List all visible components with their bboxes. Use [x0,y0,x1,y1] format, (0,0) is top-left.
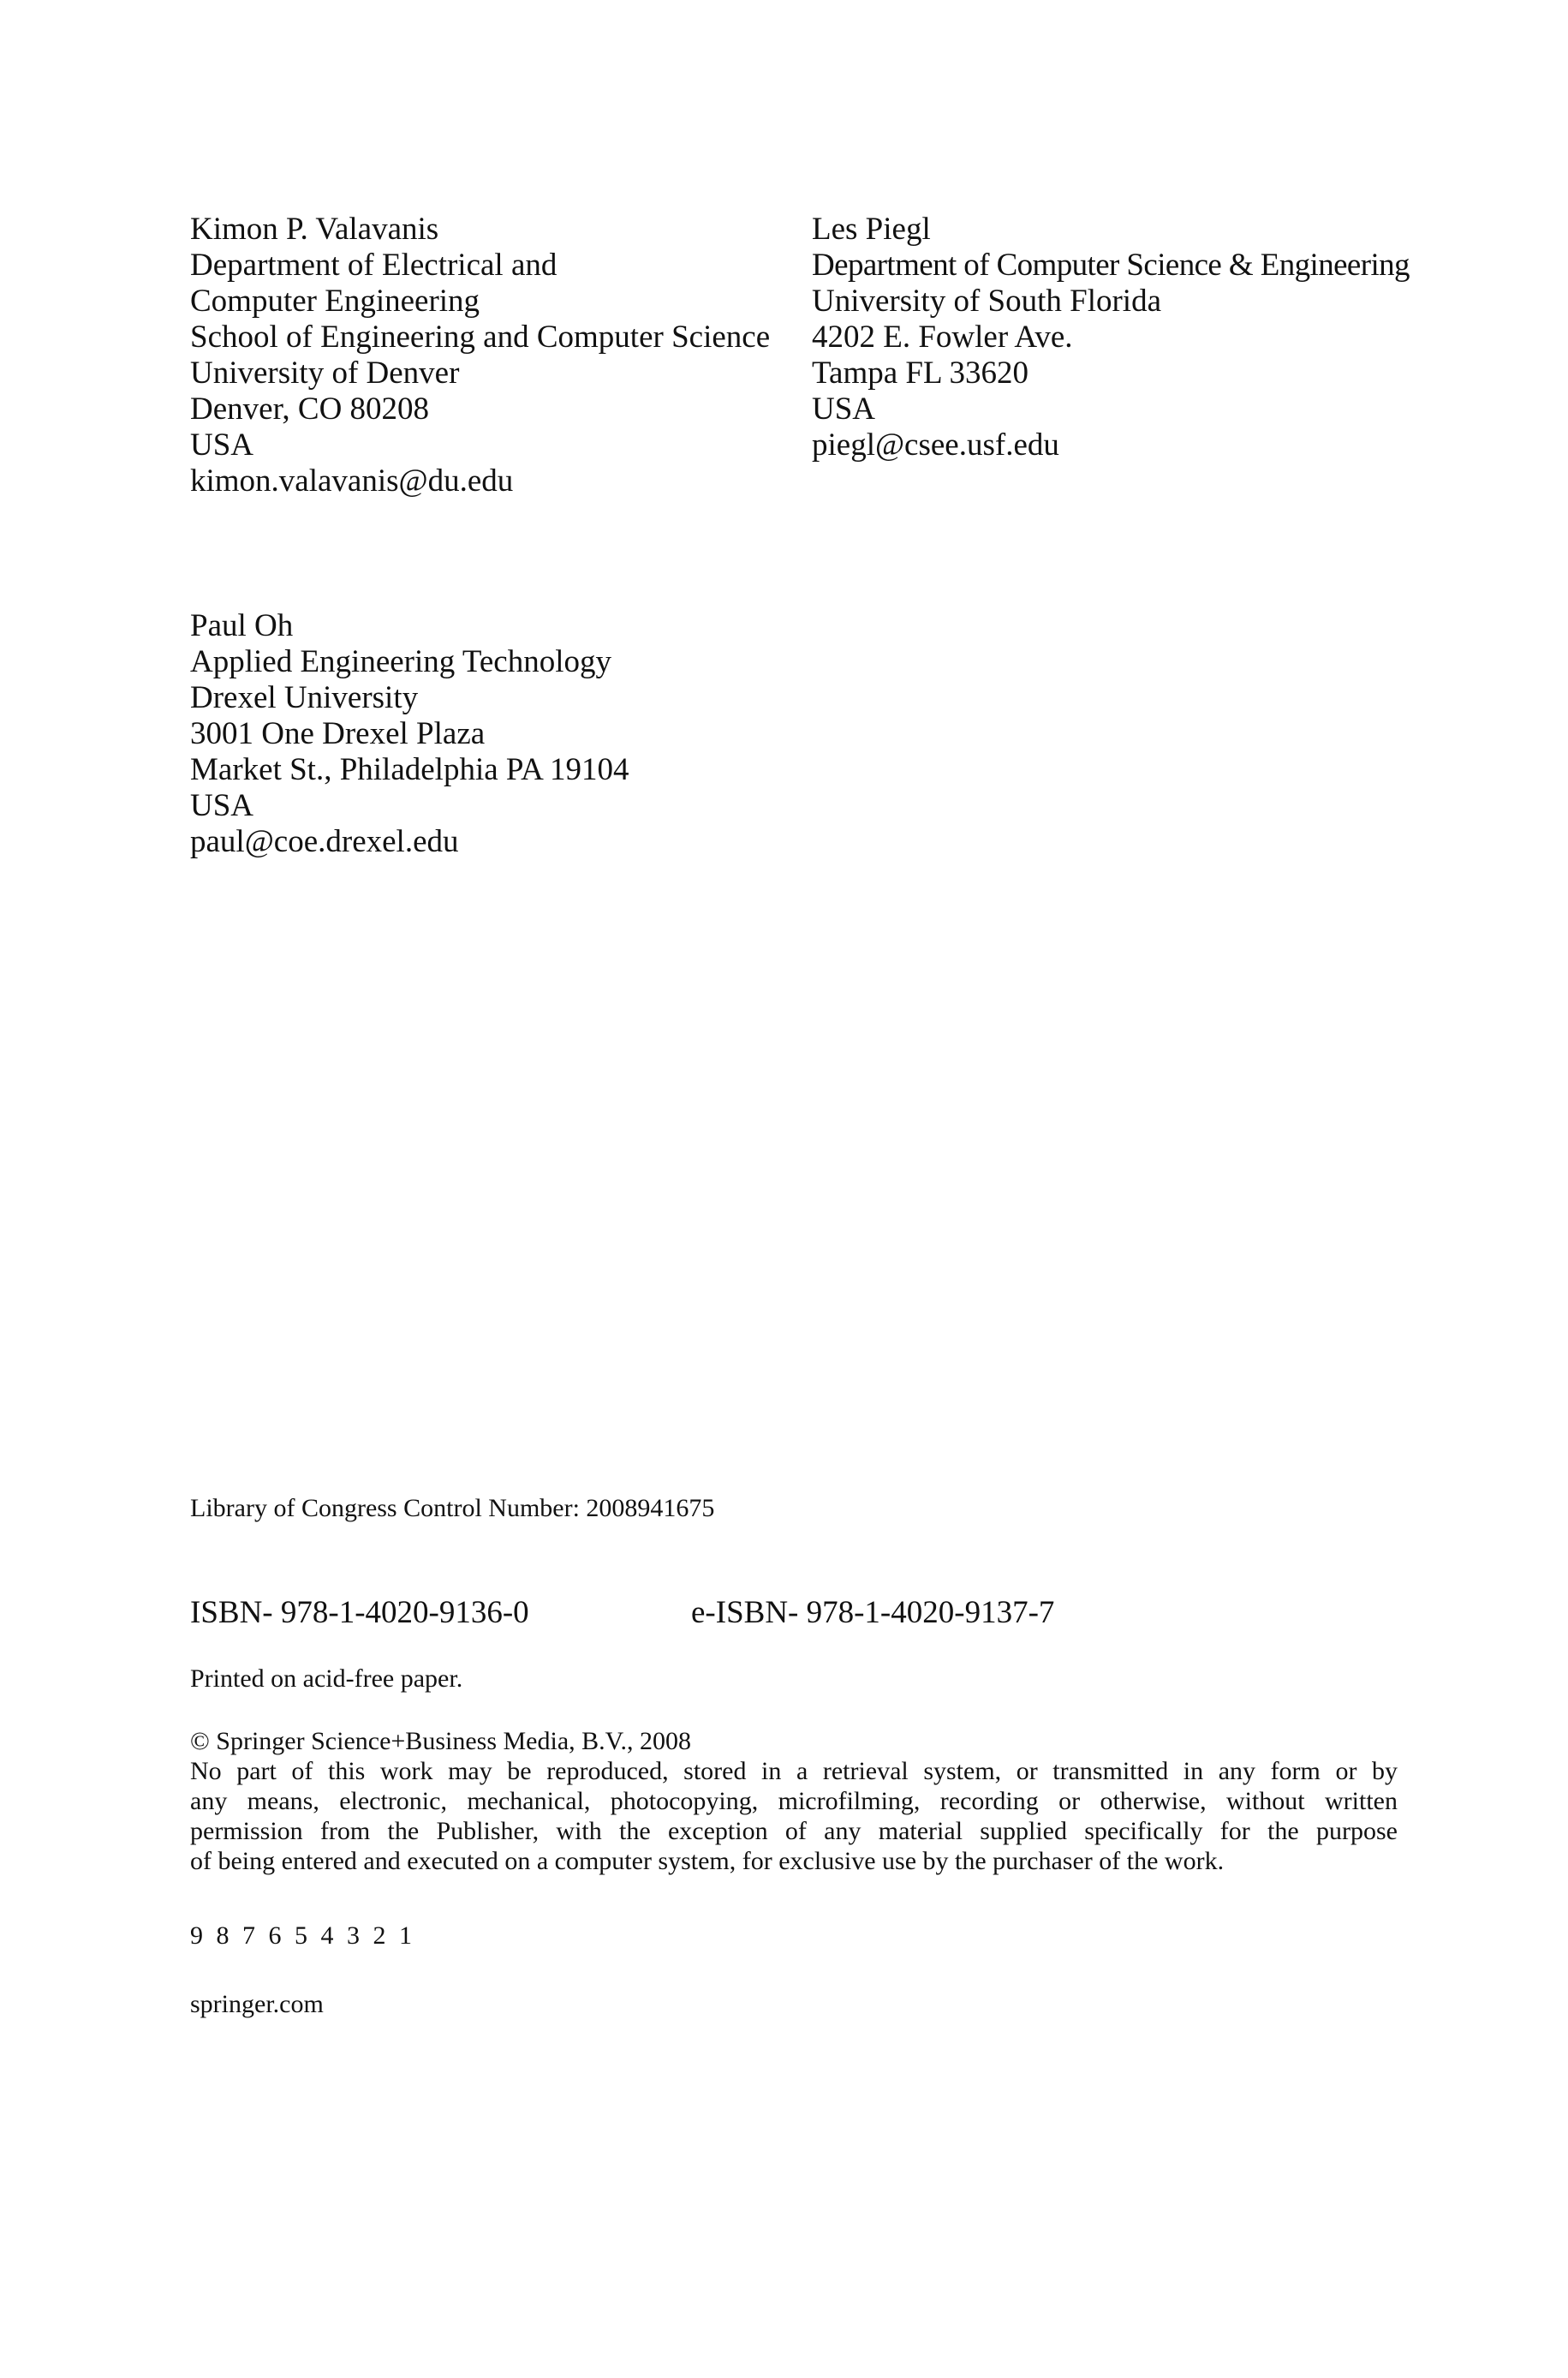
copyright-block [190,1726,1398,1876]
author-school: School of Engineering and Computer Science [190,320,771,355]
author-name: Les Piegl [812,212,931,247]
acid-free-note: Printed on acid-free paper. [190,1664,463,1693]
rights-line: permission from the Publisher, with the exception of any material supplied specifically for the purpose [190,1817,1398,1845]
author-address-piegl [812,212,1410,463]
author-name: Paul Oh [190,608,294,643]
loc-control-number: Library of Congress Control Number: 2008941675 [190,1494,715,1522]
author-country: USA [190,427,254,463]
rights-line: any means, electronic, mechanical, photocopying, microfilming, recording or otherwise, without written [190,1787,1398,1815]
author-street: 3001 One Drexel Plaza [190,716,486,751]
author-university: University of South Florida [812,284,1162,319]
author-university: Drexel University [190,680,419,715]
isbn: ISBN- 978-1-4020-9136-0 [190,1595,529,1630]
author-city: Denver, CO 80208 [190,391,430,427]
author-university: University of Denver [190,356,460,391]
printing-number-line: 9 8 7 6 5 4 3 2 1 [190,1921,415,1950]
author-address-oh [190,608,629,860]
author-city: Market St., Philadelphia PA 19104 [190,752,629,787]
author-street: 4202 E. Fowler Ave. [812,320,1073,355]
author-department: Department of Electrical and [190,248,557,283]
author-name: Kimon P. Valavanis [190,212,439,247]
author-department: Applied Engineering Technology [190,644,612,679]
author-country: USA [812,391,876,427]
author-email: kimon.valavanis@du.edu [190,463,514,499]
rights-line: No part of this work may be reproduced, stored in a retrieval system, or transmitted in any form or by [190,1757,1398,1785]
copyright-line: © Springer Science+Business Media, B.V., 2008 [190,1727,691,1755]
e-isbn: e-ISBN- 978-1-4020-9137-7 [691,1595,1055,1630]
author-department: Department of Computer Science & Engineering [812,248,1410,283]
author-country: USA [190,788,254,823]
publisher-website: springer.com [190,1990,324,2018]
author-address-valavanis [190,212,770,499]
rights-line: of being entered and executed on a computer system, for exclusive use by the purchaser of the work. [190,1847,1225,1875]
author-city: Tampa FL 33620 [812,356,1028,391]
author-email: paul@coe.drexel.edu [190,824,459,859]
author-department-cont: Computer Engineering [190,284,480,319]
author-email: piegl@csee.usf.edu [812,427,1059,463]
